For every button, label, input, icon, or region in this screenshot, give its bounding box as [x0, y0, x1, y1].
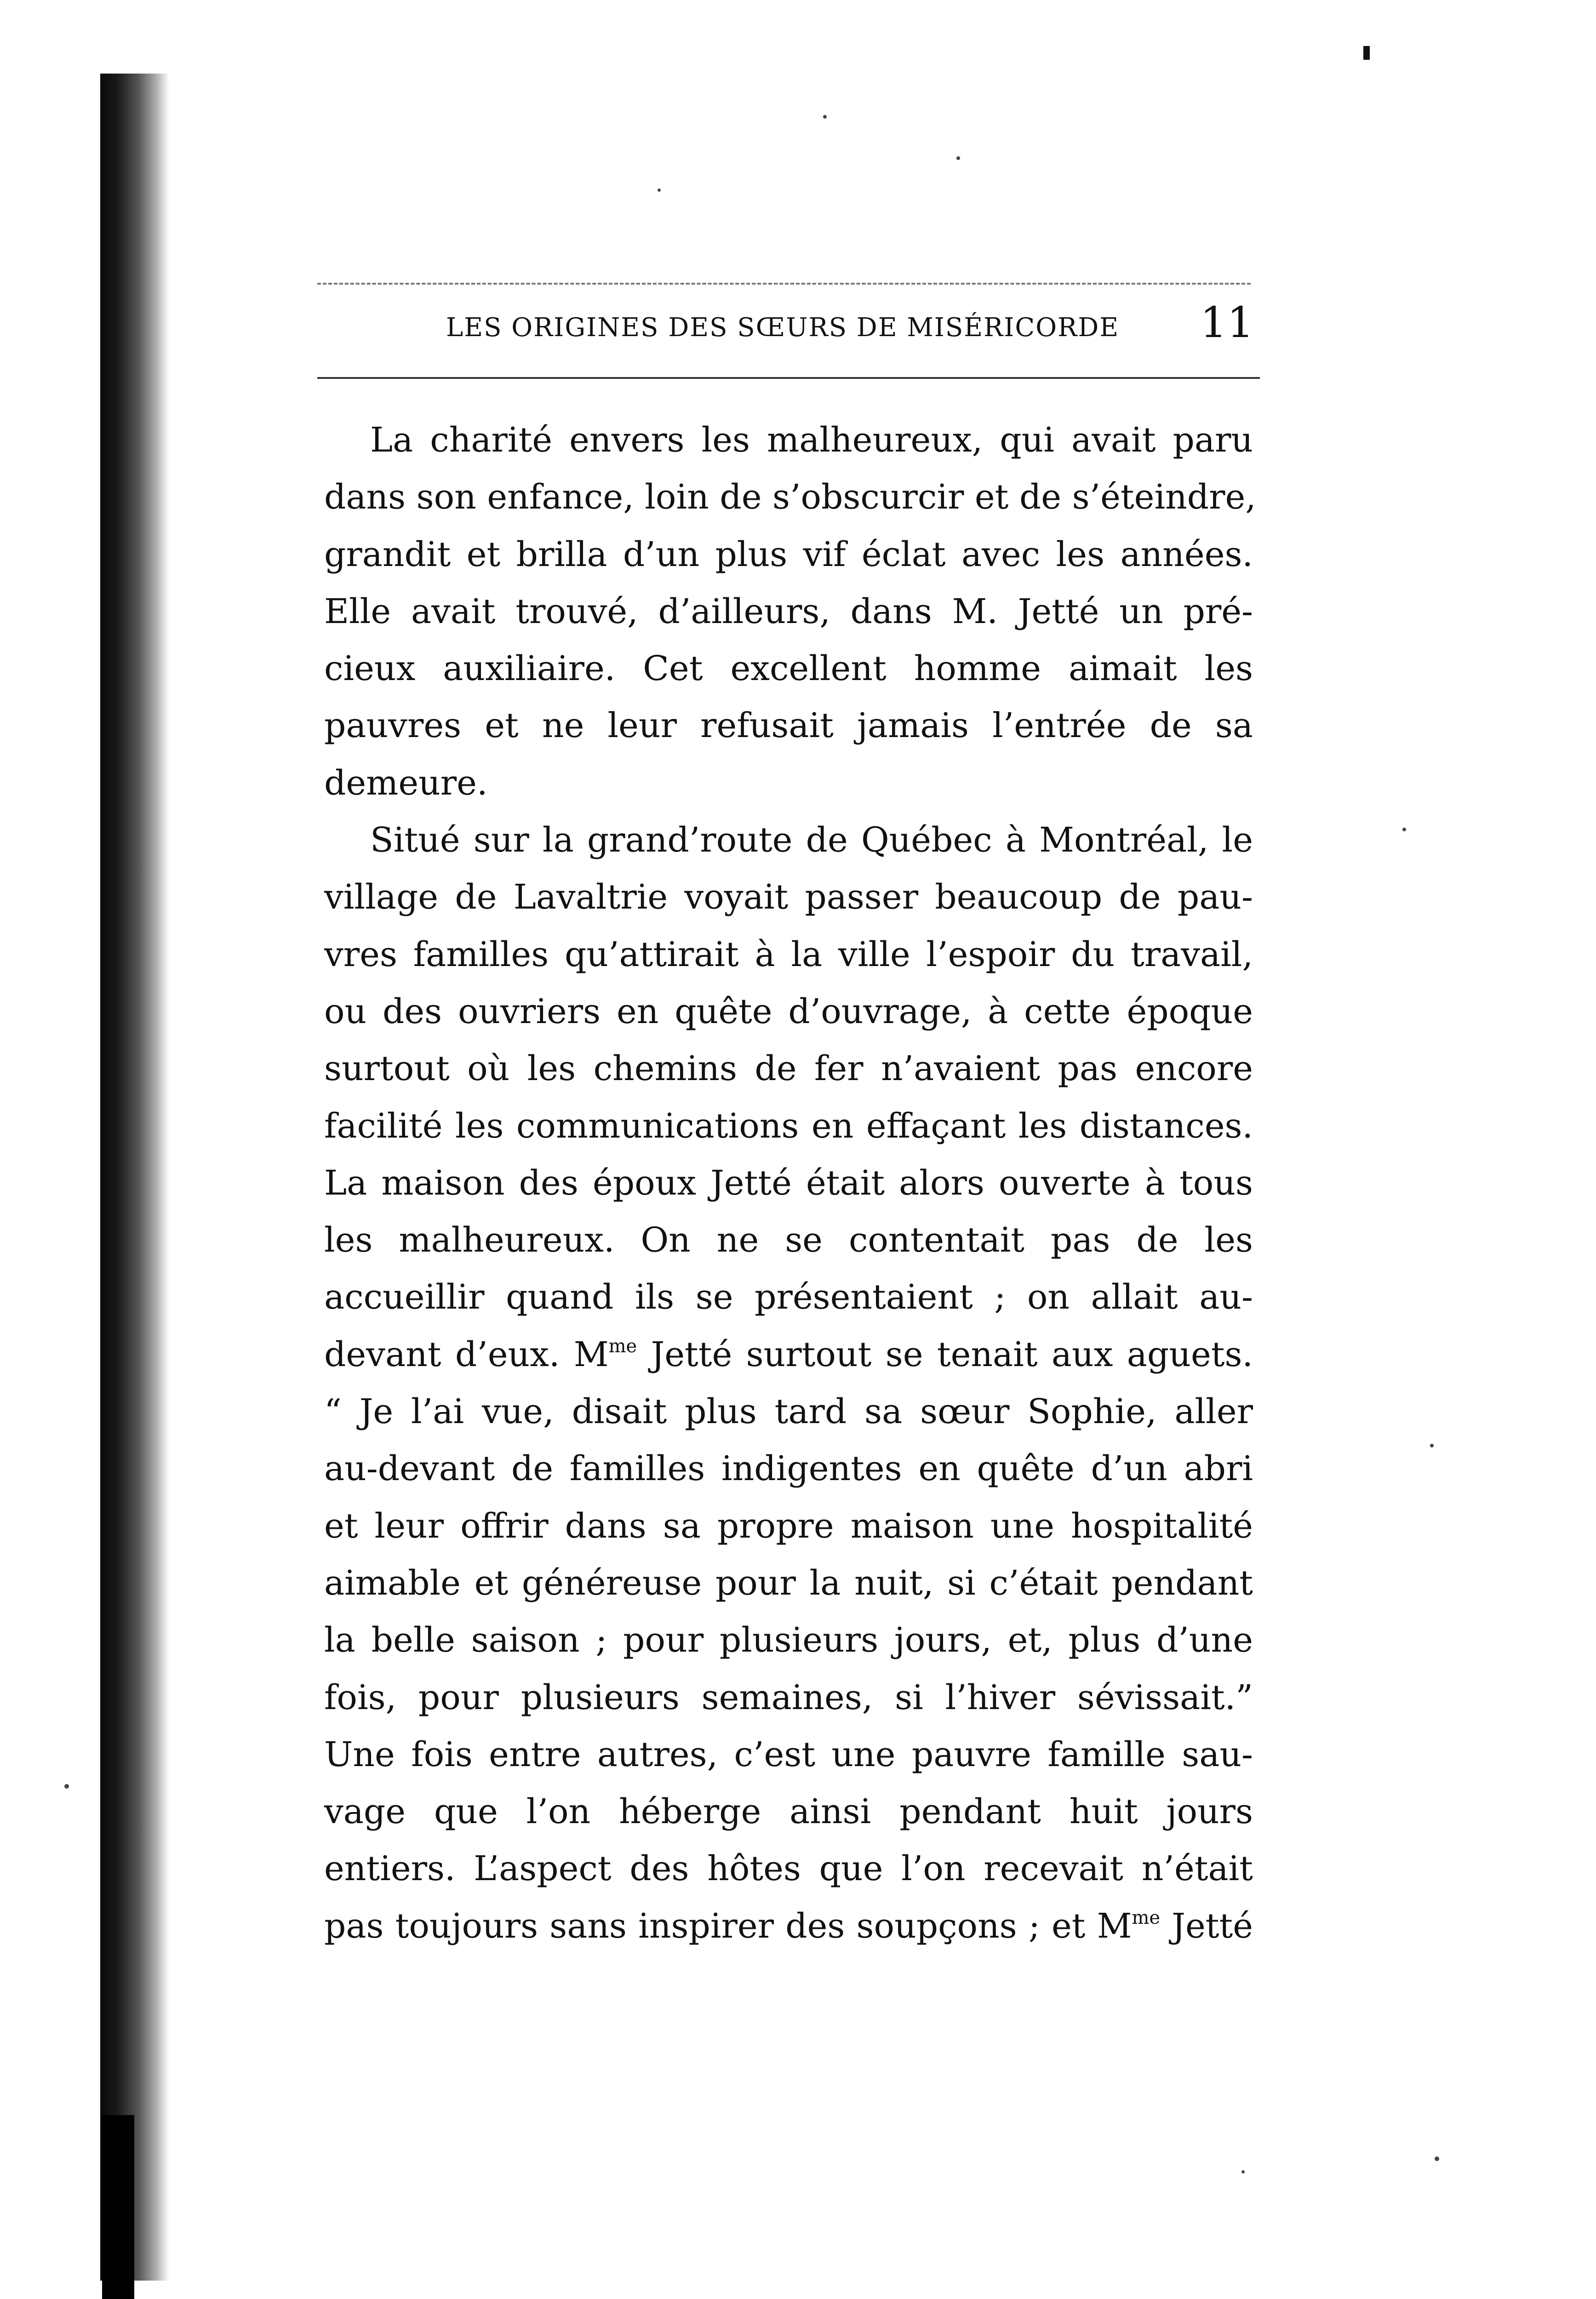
- text-line: les malheureux. On ne se contentait pas de les: [324, 1220, 1253, 1260]
- running-title: LES ORIGINES DES SŒURS DE MISÉRICORDE: [446, 313, 1120, 343]
- text-line: ou des ouvriers en quête d’ouvrage, à cette époque: [324, 991, 1253, 1031]
- text-line: cieux auxiliaire. Cet excellent homme aimait les: [324, 649, 1253, 689]
- text-line: “ Je l’ai vue, disait plus tard sa sœur Sophie, aller: [324, 1392, 1253, 1432]
- binding-edge: [102, 2115, 134, 2299]
- scan-speck: [823, 115, 827, 119]
- scan-speck: [1435, 2156, 1439, 2161]
- text-line: [324, 1898, 1253, 1955]
- text-line: demeure.: [324, 763, 488, 803]
- text-line: accueillir quand ils se présentaient ; on allait au-: [324, 1277, 1253, 1317]
- text-line: et leur offrir dans sa propre maison une hospitalité: [324, 1506, 1253, 1546]
- text-line: au-devant de familles indigentes en quête d’un abri: [324, 1449, 1253, 1489]
- text-line: Elle avait trouvé, d’ailleurs, dans M. Jetté un pré-: [324, 591, 1253, 631]
- text-line: village de Lavaltrie voyait passer beaucoup de pau-: [324, 877, 1253, 917]
- text-line: La charité envers les malheureux, qui avait paru: [370, 420, 1253, 460]
- text-line: aimable et généreuse pour la nuit, si c’était pendant: [324, 1563, 1253, 1603]
- superscript: me: [608, 1335, 637, 1357]
- text-line: surtout où les chemins de fer n’avaient pas encore: [324, 1049, 1253, 1089]
- text-line: dans son enfance, loin de s’obscurcir et de s’éteindre,: [324, 477, 1256, 517]
- text-line: Situé sur la grand’route de Québec à Montréal, le: [370, 820, 1253, 860]
- text-fragment: Jetté: [1160, 1906, 1253, 1946]
- text-line: entiers. L’aspect des hôtes que l’on recevait n’était: [324, 1849, 1253, 1889]
- superscript: me: [1132, 1907, 1161, 1928]
- binding-shadow: [100, 74, 169, 2281]
- scan-speck: [956, 156, 960, 160]
- scan-speck: [1402, 828, 1406, 831]
- scan-speck: [1241, 2170, 1245, 2173]
- page-number: 11: [1200, 298, 1254, 347]
- header-rule-bottom: [317, 377, 1260, 379]
- text-line: Une fois entre autres, c’est une pauvre famille sau-: [324, 1734, 1253, 1774]
- header-rule-top: [317, 283, 1251, 285]
- text-line: La maison des époux Jetté était alors ouverte à tous: [324, 1163, 1253, 1203]
- text-fragment: Jetté surtout se tenait aux aguets.: [637, 1334, 1253, 1374]
- scan-speck: [1430, 1444, 1434, 1447]
- text-line: [324, 1326, 1253, 1383]
- text-line: la belle saison ; pour plusieurs jours, et, plus d’une: [324, 1620, 1253, 1660]
- scan-speck: [658, 189, 661, 192]
- text-line: facilité les communications en effaçant les distances.: [324, 1106, 1253, 1146]
- scan-speck: [64, 1784, 69, 1789]
- text-line: pauvres et ne leur refusait jamais l’entrée de sa: [324, 706, 1253, 746]
- body-text: [324, 412, 1256, 1955]
- text-line: grandit et brilla d’un plus vif éclat avec les années.: [324, 534, 1253, 574]
- text-fragment: pas toujours sans inspirer des soupçons ; et M: [324, 1906, 1132, 1946]
- scan-mark: [1363, 46, 1370, 60]
- text-line: vage que l’on héberge ainsi pendant huit jours: [324, 1792, 1253, 1832]
- text-line: vres familles qu’attirait à la ville l’espoir du travail,: [324, 934, 1253, 974]
- text-fragment: devant d’eux. M: [324, 1334, 609, 1374]
- text-line: fois, pour plusieurs semaines, si l’hiver sévissait.”: [324, 1677, 1253, 1717]
